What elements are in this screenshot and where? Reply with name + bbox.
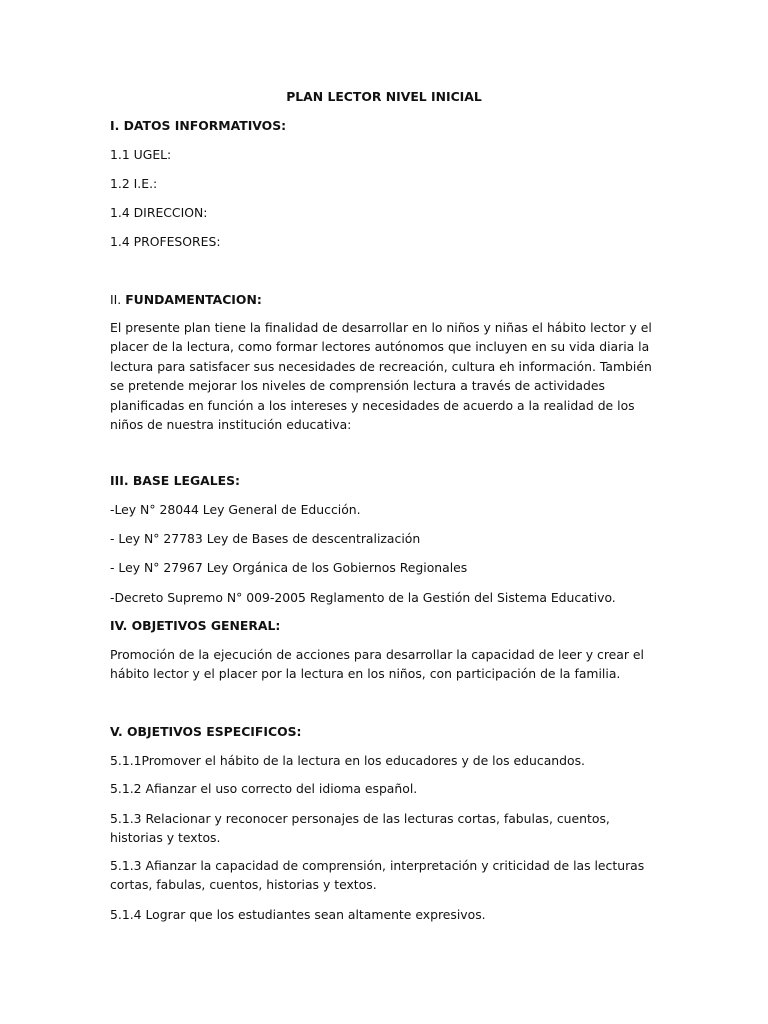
datos-item-ugel: 1.1 UGEL:	[110, 147, 172, 162]
datos-item-profesores: 1.4 PROFESORES:	[110, 234, 221, 249]
objetivo-item-514: 5.1.4 Lograr que los estudiantes sean altamente expresivos.	[110, 907, 486, 922]
legal-item-ley-28044: -Ley N° 28044 Ley General de Educción.	[110, 502, 361, 517]
legal-item-ley-27967: - Ley N° 27967 Ley Orgánica de los Gobiernos Regionales	[110, 560, 468, 575]
paragraph-line: placer de la lectura, como formar lectores autónomos que incluyen en su vida diaria la	[110, 339, 650, 355]
section-heading-fundamentacion	[110, 290, 670, 309]
paragraph-line: planificadas en función a los intereses y necesidades de acuerdo a la realidad de los	[110, 397, 635, 413]
paragraph-line: 5.1.3 Relacionar y reconocer personajes de las lecturas cortas, fabulas, cuentos,	[110, 811, 610, 826]
objetivo-item-511: 5.1.1Promover el hábito de la lectura en los educadores y de los educandos.	[110, 753, 585, 768]
document-title: PLAN LECTOR NIVEL INICIAL	[286, 89, 482, 104]
objetivo-item-513a	[110, 809, 670, 848]
datos-item-ie: 1.2 I.E.:	[110, 176, 158, 191]
section-heading-objetivos-especificos: V. OBJETIVOS ESPECIFICOS:	[110, 724, 302, 739]
datos-item-direccion: 1.4 DIRECCION:	[110, 205, 208, 220]
paragraph-line: niños de nuestra institución educativa:	[110, 417, 352, 433]
objetivo-general-paragraph	[110, 645, 670, 684]
paragraph-line: El presente plan tiene la finalidad de desarrollar en lo niños y niñas el hábito lector y el	[110, 320, 652, 335]
paragraph-line: cortas, fabulas, cuentos, historias y textos.	[110, 877, 377, 893]
legal-item-decreto: -Decreto Supremo N° 009-2005 Reglamento de la Gestión del Sistema Educativo.	[110, 590, 616, 605]
section-heading-datos: I. DATOS INFORMATIVOS:	[110, 118, 287, 133]
paragraph-line: 5.1.3 Afianzar la capacidad de comprensión, interpretación y criticidad de las lecturas	[110, 858, 645, 873]
section-number: II.	[110, 292, 122, 307]
section-heading-objetivo-general: IV. OBJETIVOS GENERAL:	[110, 618, 281, 633]
paragraph-line: Promoción de la ejecución de acciones para desarrollar la capacidad de leer y crear el	[110, 647, 644, 662]
paragraph-line: historias y textos.	[110, 830, 221, 846]
paragraph-line: hábito lector y el placer por la lectura en los niños, con participación de la familia.	[110, 666, 621, 682]
legal-item-ley-27783: - Ley N° 27783 Ley de Bases de descentralización	[110, 531, 421, 546]
fundamentacion-paragraph	[110, 318, 670, 434]
objetivo-item-512: 5.1.2 Afianzar el uso correcto del idioma español.	[110, 781, 418, 796]
paragraph-line: se pretende mejorar los niveles de comprensión lectura a través de actividades	[110, 378, 605, 394]
section-heading-base-legales: III. BASE LEGALES:	[110, 473, 240, 488]
section-title: FUNDAMENTACION:	[125, 292, 262, 307]
paragraph-line: lectura para satisfacer sus necesidades de recreación, cultura eh información. También	[110, 358, 652, 374]
objetivo-item-513b	[110, 856, 670, 895]
